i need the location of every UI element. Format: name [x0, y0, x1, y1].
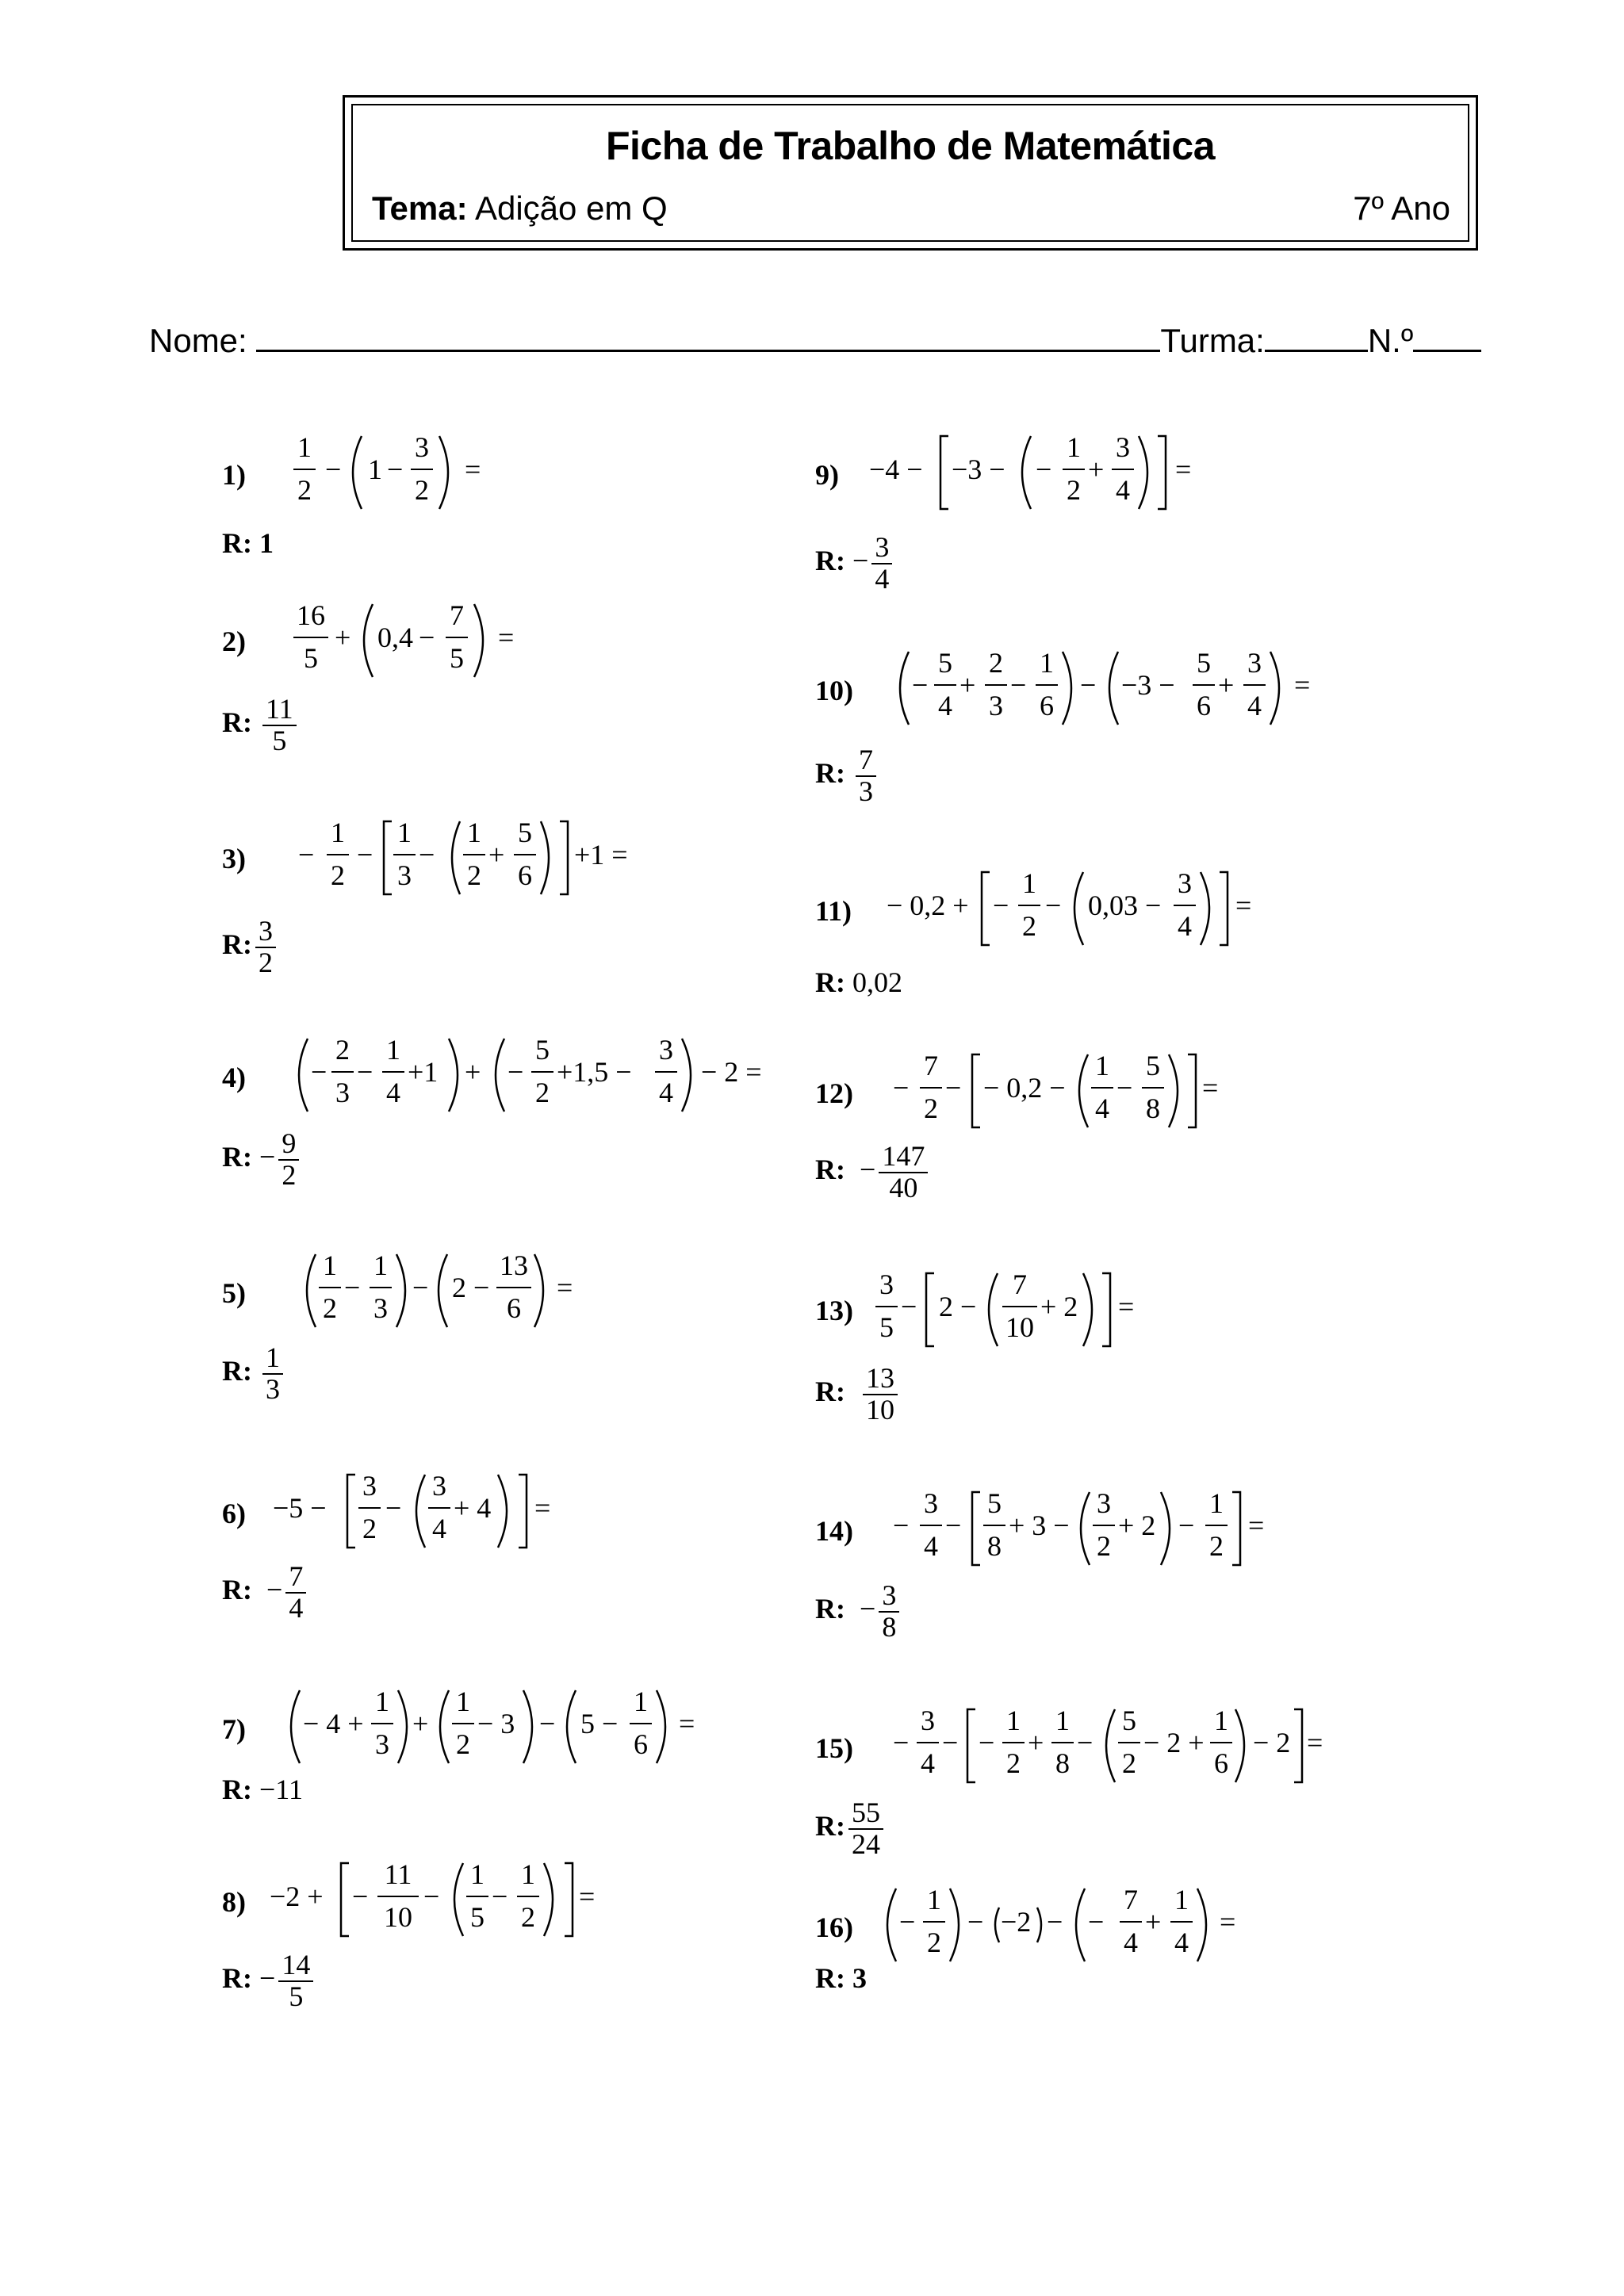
svg-text:2: 2 — [467, 859, 481, 891]
answer-9-label: R: — [815, 545, 845, 577]
svg-text:5: 5 — [450, 642, 464, 674]
svg-text:7: 7 — [450, 599, 464, 631]
svg-text:11: 11 — [384, 1858, 412, 1890]
svg-text:−: − — [979, 1727, 995, 1758]
exercise-8-label: 8) — [222, 1886, 246, 1918]
answer-14: R: − $\frac{3}{8}$ — [815, 1581, 902, 1643]
exercise-10-label: 10) — [815, 675, 853, 706]
svg-text:1: 1 — [331, 817, 345, 848]
svg-text:−: − — [899, 1906, 916, 1938]
svg-text:−: − — [419, 622, 435, 653]
svg-text:0,03 −: 0,03 − — [1088, 890, 1162, 921]
exercise-1-expression — [293, 428, 500, 515]
answer-2-label: R: — [222, 706, 252, 739]
svg-text:1: 1 — [368, 453, 382, 485]
answer-11 — [815, 966, 902, 999]
svg-text:−: − — [1116, 1072, 1133, 1104]
answer-2-value: $\frac{11}{5}$ — [262, 695, 297, 756]
class-blank[interactable] — [1265, 323, 1368, 352]
exercise-12-label: 12) — [815, 1077, 853, 1109]
exercise-7-expression — [282, 1682, 710, 1770]
svg-text:4: 4 — [1174, 1927, 1189, 1958]
svg-text:1: 1 — [1040, 647, 1054, 679]
exercise-3-label: 3) — [222, 843, 246, 874]
svg-text:1: 1 — [1006, 1705, 1021, 1736]
exercise-16-label: 16) — [815, 1911, 853, 1943]
topic-line — [372, 189, 668, 228]
topic-label: Tema: — [372, 189, 468, 227]
svg-text:4: 4 — [1095, 1093, 1109, 1124]
answer-8-value: $\frac{14}{5}$ — [278, 1950, 313, 2012]
svg-text:2: 2 — [1006, 1747, 1021, 1779]
answer-1 — [222, 526, 274, 560]
exercise-7-label: 7) — [222, 1713, 246, 1745]
svg-text:3: 3 — [989, 690, 1003, 721]
exercise-15-expression — [893, 1701, 1337, 1789]
answer-11-value: 0,02 — [852, 966, 902, 998]
svg-text:− 0,2 −: − 0,2 − — [983, 1072, 1066, 1104]
svg-text:2: 2 — [323, 1292, 337, 1324]
svg-text:=: = — [498, 622, 515, 653]
svg-text:−3 −: −3 − — [952, 453, 1005, 485]
exercise-5-expression — [298, 1246, 584, 1334]
svg-text:5: 5 — [938, 647, 952, 679]
svg-text:6: 6 — [507, 1292, 521, 1324]
svg-text:2: 2 — [335, 1034, 350, 1066]
svg-text:−: − — [352, 1881, 369, 1912]
exercise-14-label: 14) — [815, 1515, 853, 1547]
svg-text:1: 1 — [1022, 867, 1036, 899]
student-info-line — [149, 322, 1481, 360]
svg-text:+: + — [959, 669, 976, 701]
svg-text:− 4 +: − 4 + — [303, 1708, 364, 1739]
svg-text:−: − — [901, 1291, 917, 1322]
svg-text:−3 −: −3 − — [1121, 669, 1175, 701]
svg-text:4: 4 — [1116, 474, 1130, 506]
svg-text:=: = — [1235, 890, 1252, 921]
svg-text:4: 4 — [659, 1077, 673, 1108]
svg-text:1: 1 — [1214, 1705, 1228, 1736]
svg-text:2: 2 — [924, 1093, 938, 1124]
svg-text:+: + — [412, 1708, 429, 1739]
svg-text:4: 4 — [924, 1530, 938, 1562]
svg-text:−: − — [419, 839, 435, 871]
svg-text:−: − — [893, 1072, 910, 1104]
svg-text:−: − — [298, 839, 315, 871]
grade-label: 7º Ano — [1353, 189, 1450, 227]
svg-text:=: = — [465, 453, 481, 485]
svg-text:−2: −2 — [1001, 1906, 1032, 1938]
svg-text:+: + — [1145, 1906, 1162, 1938]
svg-text:3: 3 — [1097, 1487, 1111, 1519]
svg-text:+ 2: + 2 — [1118, 1510, 1156, 1541]
svg-text:2: 2 — [1122, 1747, 1136, 1779]
svg-text:+: + — [1028, 1727, 1044, 1758]
svg-text:2: 2 — [989, 647, 1003, 679]
number-label: N.º — [1367, 322, 1414, 359]
svg-text:=: = — [1248, 1510, 1265, 1541]
svg-text:− 2 +: − 2 + — [1143, 1727, 1205, 1758]
svg-text:=: = — [1294, 669, 1311, 701]
exercise-10-expression — [891, 644, 1335, 731]
exercise-4-label: 4) — [222, 1062, 246, 1093]
answer-7 — [222, 1773, 303, 1806]
answer-5 — [222, 1343, 286, 1405]
exercise-14-expression — [893, 1484, 1305, 1571]
answer-9: R: − $\frac{3}{4}$ — [815, 533, 895, 595]
exercise-6-expression — [273, 1467, 574, 1554]
answer-12: R: − $\frac{147}{40}$ — [815, 1142, 931, 1203]
svg-text:−5 −: −5 − — [273, 1492, 327, 1524]
svg-text:−4 −: −4 − — [869, 453, 923, 485]
name-blank[interactable] — [256, 323, 1160, 352]
exercise-11-label: 11) — [815, 895, 852, 927]
svg-text:5: 5 — [518, 817, 532, 848]
answer-3 — [222, 916, 279, 978]
svg-text:4: 4 — [938, 690, 952, 721]
svg-text:1: 1 — [1067, 431, 1081, 463]
svg-text:−: − — [912, 669, 929, 701]
svg-text:1: 1 — [375, 1686, 389, 1717]
svg-text:− 3: − 3 — [477, 1708, 515, 1739]
header-box — [343, 95, 1478, 251]
svg-text:=: = — [1220, 1906, 1236, 1938]
svg-text:− 0,2 +: − 0,2 + — [887, 890, 969, 921]
answer-3-value: $\frac{3}{2}$ — [255, 916, 276, 978]
svg-text:−: − — [387, 453, 404, 485]
svg-text:1: 1 — [634, 1686, 648, 1717]
svg-text:1: 1 — [470, 1858, 485, 1890]
svg-text:6: 6 — [1214, 1747, 1228, 1779]
answer-6: R: − $\frac{7}{4}$ — [222, 1562, 309, 1624]
answer-1-value: 1 — [259, 527, 274, 559]
svg-text:3: 3 — [1247, 647, 1262, 679]
svg-text:8: 8 — [987, 1530, 1002, 1562]
answer-14-label: R: — [815, 1593, 845, 1625]
svg-text:1: 1 — [456, 1686, 470, 1717]
svg-text:−: − — [539, 1708, 556, 1739]
answer-15-value: $\frac{55}{24}$ — [848, 1798, 883, 1860]
exercise-13-label: 13) — [815, 1295, 853, 1326]
svg-text:2: 2 — [331, 859, 345, 891]
exercise-9-expression — [869, 428, 1218, 515]
svg-text:6: 6 — [1197, 690, 1211, 721]
svg-text:4: 4 — [1124, 1927, 1138, 1958]
svg-text:−: − — [385, 1492, 402, 1524]
svg-text:3: 3 — [397, 859, 412, 891]
answer-7-value: −11 — [259, 1774, 303, 1805]
svg-text:−: − — [967, 1906, 984, 1938]
svg-text:4: 4 — [1247, 690, 1262, 721]
svg-text:−: − — [508, 1056, 524, 1088]
svg-text:5: 5 — [879, 1311, 894, 1343]
svg-text:+: + — [488, 839, 505, 871]
svg-text:−: − — [1088, 1906, 1105, 1938]
svg-text:7: 7 — [924, 1050, 938, 1081]
svg-text:−: − — [325, 453, 342, 485]
svg-text:1: 1 — [373, 1249, 388, 1281]
answer-13 — [815, 1364, 901, 1425]
svg-text:−: − — [311, 1056, 327, 1088]
svg-text:3: 3 — [373, 1292, 388, 1324]
svg-text:1: 1 — [467, 817, 481, 848]
svg-text:−: − — [942, 1727, 959, 1758]
exercise-15-label: 15) — [815, 1732, 853, 1764]
svg-text:3: 3 — [415, 431, 429, 463]
svg-text:5: 5 — [1146, 1050, 1160, 1081]
exercise-4-expression — [290, 1031, 774, 1118]
svg-text:5: 5 — [470, 1901, 485, 1933]
svg-text:+ 3 −: + 3 − — [1009, 1510, 1070, 1541]
svg-text:−: − — [1045, 890, 1062, 921]
svg-text:10: 10 — [1005, 1311, 1034, 1343]
svg-text:8: 8 — [1055, 1747, 1070, 1779]
svg-text:+: + — [465, 1056, 481, 1088]
svg-text:1: 1 — [521, 1858, 535, 1890]
svg-text:1: 1 — [1174, 1884, 1189, 1915]
answer-16 — [815, 1961, 867, 1995]
svg-text:−: − — [993, 890, 1009, 921]
exercise-3-expression — [298, 813, 647, 901]
exercise-5-label: 5) — [222, 1277, 246, 1309]
answer-10 — [815, 745, 879, 807]
svg-text:2: 2 — [456, 1728, 470, 1760]
answer-4-value: $\frac{9}{2}$ — [278, 1129, 299, 1191]
svg-text:4: 4 — [921, 1747, 935, 1779]
svg-text:3: 3 — [362, 1470, 377, 1502]
answer-12-label: R: — [815, 1154, 845, 1186]
svg-text:2: 2 — [521, 1901, 535, 1933]
svg-text:−: − — [357, 1056, 373, 1088]
answer-16-value: 3 — [852, 1962, 867, 1994]
svg-text:−: − — [1080, 669, 1097, 701]
answer-11-label: R: — [815, 966, 845, 998]
svg-text:8: 8 — [1146, 1093, 1160, 1124]
svg-text:3: 3 — [375, 1728, 389, 1760]
answer-8: R: − $\frac{14}{5}$ — [222, 1950, 316, 2012]
svg-text:2: 2 — [535, 1077, 550, 1108]
svg-text:− 2: − 2 — [1253, 1727, 1291, 1758]
answer-16-label: R: — [815, 1962, 845, 1994]
svg-text:4: 4 — [432, 1513, 446, 1544]
answer-10-value: $\frac{7}{3}$ — [856, 745, 876, 807]
svg-text:1: 1 — [323, 1249, 337, 1281]
svg-text:+1,5 −: +1,5 − — [557, 1056, 632, 1088]
svg-text:2: 2 — [927, 1927, 941, 1958]
svg-text:−: − — [893, 1510, 910, 1541]
svg-text:5: 5 — [987, 1487, 1002, 1519]
svg-text:6: 6 — [634, 1728, 648, 1760]
svg-text:3: 3 — [335, 1077, 350, 1108]
svg-text:−: − — [1077, 1727, 1094, 1758]
answer-15-label: R: — [815, 1810, 845, 1843]
svg-text:=: = — [534, 1492, 551, 1524]
svg-text:1: 1 — [1095, 1050, 1109, 1081]
svg-text:+: + — [1088, 453, 1105, 485]
answer-15 — [815, 1798, 887, 1860]
svg-text:3: 3 — [879, 1269, 894, 1300]
svg-text:3: 3 — [659, 1034, 673, 1066]
svg-text:=: = — [1307, 1727, 1323, 1758]
svg-text:3: 3 — [1116, 431, 1130, 463]
svg-text:−: − — [1036, 453, 1052, 485]
svg-text:3: 3 — [1178, 867, 1192, 899]
svg-text:1: 1 — [1055, 1705, 1070, 1736]
svg-text:3: 3 — [924, 1487, 938, 1519]
svg-text:1: 1 — [297, 431, 312, 463]
svg-text:2: 2 — [415, 474, 429, 506]
svg-text:2: 2 — [362, 1513, 377, 1544]
svg-text:−: − — [945, 1510, 962, 1541]
svg-text:+1: +1 — [408, 1056, 439, 1088]
exercise-13-expression — [875, 1265, 1177, 1353]
svg-text:1: 1 — [1209, 1487, 1224, 1519]
svg-text:−: − — [1010, 669, 1027, 701]
svg-text:+: + — [335, 622, 351, 653]
svg-text:+ 4: + 4 — [454, 1492, 492, 1524]
svg-text:13: 13 — [500, 1249, 528, 1281]
worksheet-title: Ficha de Trabalho de Matemática — [605, 124, 1216, 168]
svg-text:=: = — [1175, 453, 1192, 485]
svg-text:1: 1 — [927, 1884, 941, 1915]
svg-text:− 2 =: − 2 = — [701, 1056, 762, 1088]
answer-6-value: $\frac{7}{4}$ — [285, 1562, 306, 1624]
svg-text:0,4: 0,4 — [377, 622, 413, 653]
answer-7-label: R: — [222, 1774, 252, 1805]
answer-4: R: − $\frac{9}{2}$ — [222, 1129, 302, 1191]
exercise-2-label: 2) — [222, 626, 246, 657]
svg-text:7: 7 — [1124, 1884, 1138, 1915]
svg-text:2: 2 — [297, 474, 312, 506]
svg-text:3: 3 — [921, 1705, 935, 1736]
answer-2 — [222, 695, 300, 756]
answer-12-value: $\frac{147}{40}$ — [879, 1142, 928, 1203]
svg-text:5 −: 5 − — [580, 1708, 619, 1739]
svg-text:+1 =: +1 = — [574, 839, 628, 871]
exercise-9-label: 9) — [815, 459, 839, 491]
svg-text:6: 6 — [1040, 690, 1054, 721]
answer-10-label: R: — [815, 757, 845, 790]
svg-text:5: 5 — [535, 1034, 550, 1066]
svg-text:5: 5 — [1122, 1705, 1136, 1736]
answer-9-value: $\frac{3}{4}$ — [871, 533, 892, 595]
svg-text:=: = — [1118, 1291, 1135, 1322]
svg-text:2 −: 2 − — [939, 1291, 977, 1322]
svg-text:5: 5 — [304, 642, 318, 674]
answer-8-label: R: — [222, 1962, 252, 1995]
class-label: Turma: — [1160, 322, 1265, 359]
answer-3-label: R: — [222, 928, 252, 961]
answer-4-label: R: — [222, 1141, 252, 1173]
svg-text:10: 10 — [384, 1901, 412, 1933]
exercise-2-expression — [293, 596, 531, 683]
exercise-12-expression — [893, 1047, 1242, 1134]
svg-text:3: 3 — [432, 1470, 446, 1502]
name-label: Nome: — [149, 322, 247, 359]
svg-text:1: 1 — [386, 1034, 400, 1066]
svg-text:−: − — [344, 1272, 361, 1303]
exercise-16-expression — [879, 1881, 1259, 1968]
svg-text:−: − — [412, 1272, 429, 1303]
svg-text:=: = — [679, 1708, 695, 1739]
svg-text:−: − — [492, 1881, 508, 1912]
exercise-6-label: 6) — [222, 1498, 246, 1529]
svg-text:2: 2 — [1022, 910, 1036, 942]
svg-text:4: 4 — [1178, 910, 1192, 942]
answer-5-value: $\frac{1}{3}$ — [262, 1343, 283, 1405]
exercise-1-label: 1) — [222, 459, 246, 491]
answer-5-label: R: — [222, 1355, 252, 1387]
answer-13-value: $\frac{13}{10}$ — [863, 1364, 898, 1425]
svg-text:=: = — [579, 1881, 596, 1912]
svg-text:=: = — [557, 1272, 573, 1303]
svg-text:2: 2 — [1097, 1530, 1111, 1562]
svg-text:6: 6 — [518, 859, 532, 891]
svg-text:5: 5 — [1197, 647, 1211, 679]
svg-text:2: 2 — [1209, 1530, 1224, 1562]
svg-text:2 −: 2 − — [452, 1272, 490, 1303]
svg-text:−: − — [423, 1881, 440, 1912]
svg-text:−: − — [1047, 1906, 1063, 1938]
svg-text:−: − — [893, 1727, 910, 1758]
exercise-8-expression — [270, 1855, 619, 1942]
svg-text:−2 +: −2 + — [270, 1881, 324, 1912]
svg-text:4: 4 — [386, 1077, 400, 1108]
svg-text:−: − — [1178, 1510, 1195, 1541]
answer-1-label: R: — [222, 527, 252, 559]
svg-text:=: = — [1202, 1072, 1219, 1104]
answer-6-label: R: — [222, 1574, 252, 1606]
header-inner-border — [351, 104, 1469, 242]
svg-text:+ 2: + 2 — [1040, 1291, 1078, 1322]
svg-text:7: 7 — [1013, 1269, 1027, 1300]
number-blank[interactable] — [1413, 323, 1481, 352]
svg-text:−: − — [945, 1072, 962, 1104]
svg-text:2: 2 — [1067, 474, 1081, 506]
svg-text:1: 1 — [397, 817, 412, 848]
exercise-11-expression — [887, 864, 1267, 951]
svg-text:−: − — [357, 839, 373, 871]
answer-14-value: $\frac{3}{8}$ — [879, 1581, 899, 1643]
svg-text:+: + — [1218, 669, 1235, 701]
topic-value: Adição em Q — [474, 189, 668, 227]
answer-13-label: R: — [815, 1376, 845, 1408]
svg-text:16: 16 — [297, 599, 325, 631]
